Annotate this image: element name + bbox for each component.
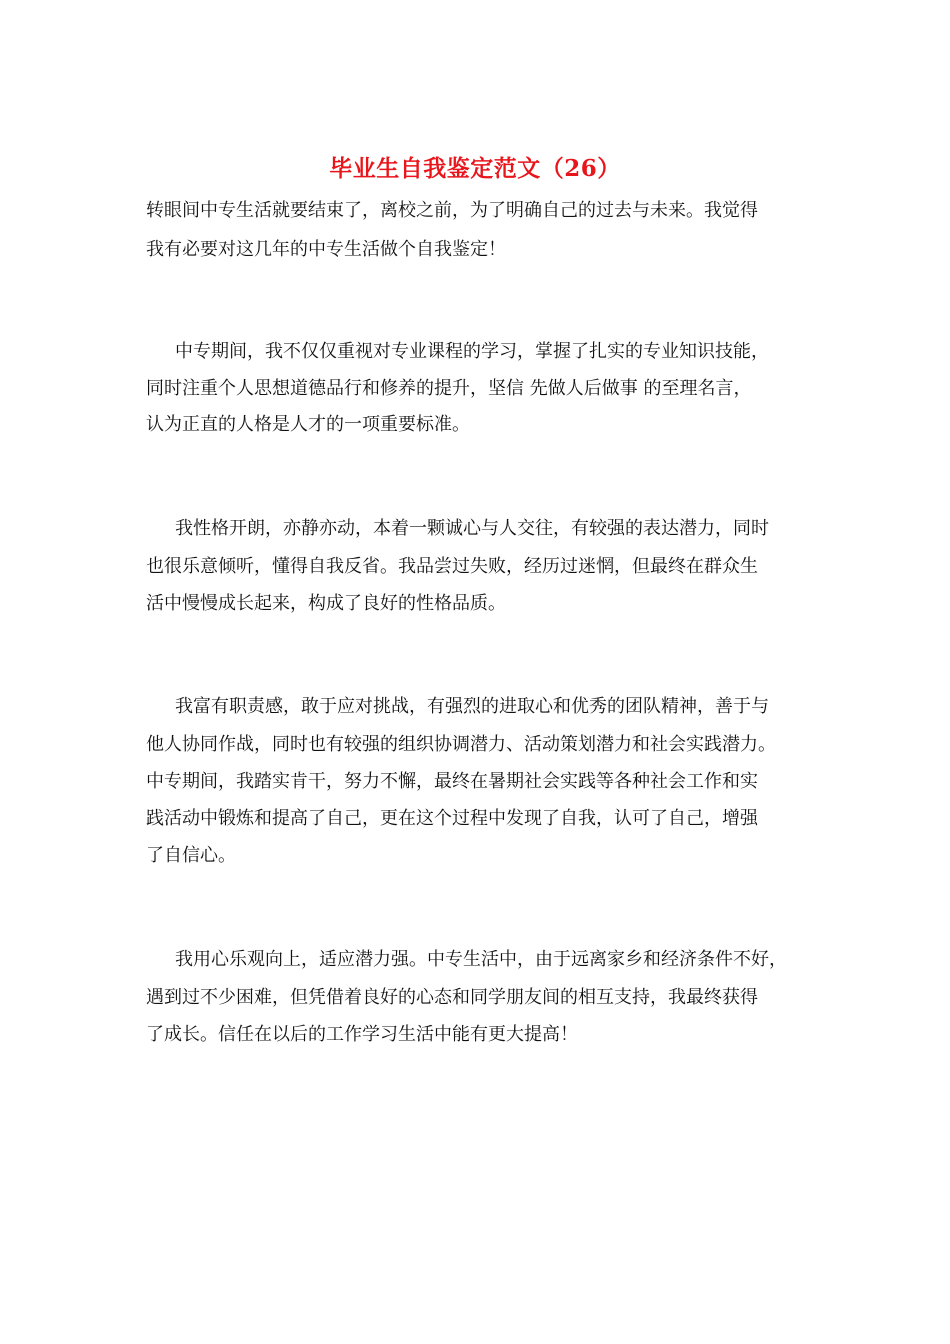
- paragraph-2-line-1: 中专期间，我不仅仅重视对专业课程的学习，掌握了扎实的专业知识技能，: [175, 341, 769, 362]
- paragraph-4-line-5: 了自信心。: [146, 845, 236, 866]
- paragraph-3-line-2: 也很乐意倾听，懂得自我反省。我品尝过失败，经历过迷惘，但最终在群众生: [146, 556, 758, 577]
- paragraph-1-line-1: 转眼间中专生活就要结束了，离校之前，为了明确自己的过去与未来。我觉得: [146, 200, 758, 221]
- paragraph-3-line-1: 我性格开朗，亦静亦动，本着一颗诚心与人交往，有较强的表达潜力，同时: [175, 518, 769, 539]
- paragraph-3-line-3: 活中慢慢成长起来，构成了良好的性格品质。: [146, 593, 506, 614]
- paragraph-5-line-3: 了成长。信任在以后的工作学习生活中能有更大提高！: [146, 1024, 578, 1045]
- paragraph-4-line-1: 我富有职责感，敢于应对挑战，有强烈的进取心和优秀的团队精神，善于与: [175, 696, 769, 717]
- paragraph-4-line-4: 践活动中锻炼和提高了自己，更在这个过程中发现了自我，认可了自己，增强: [146, 808, 758, 829]
- paragraph-5-line-2: 遇到过不少困难，但凭借着良好的心态和同学朋友间的相互支持，我最终获得: [146, 987, 758, 1008]
- paragraph-2-line-2: 同时注重个人思想道德品行和修养的提升，坚信 先做人后做事 的至理名言，: [146, 378, 752, 399]
- paragraph-5-line-1: 我用心乐观向上，适应潜力强。中专生活中，由于远离家乡和经济条件不好，: [175, 949, 787, 970]
- paragraph-1-line-2: 我有必要对这几年的中专生活做个自我鉴定！: [146, 239, 506, 260]
- paragraph-4-line-2: 他人协同作战，同时也有较强的组织协调潜力、活动策划潜力和社会实践潜力。: [146, 734, 776, 755]
- document-title: 毕业生自我鉴定范文（26）: [329, 155, 621, 182]
- paragraph-4-line-3: 中专期间，我踏实肯干，努力不懈，最终在暑期社会实践等各种社会工作和实: [146, 771, 758, 792]
- paragraph-2-line-3: 认为正直的人格是人才的一项重要标准。: [146, 414, 470, 435]
